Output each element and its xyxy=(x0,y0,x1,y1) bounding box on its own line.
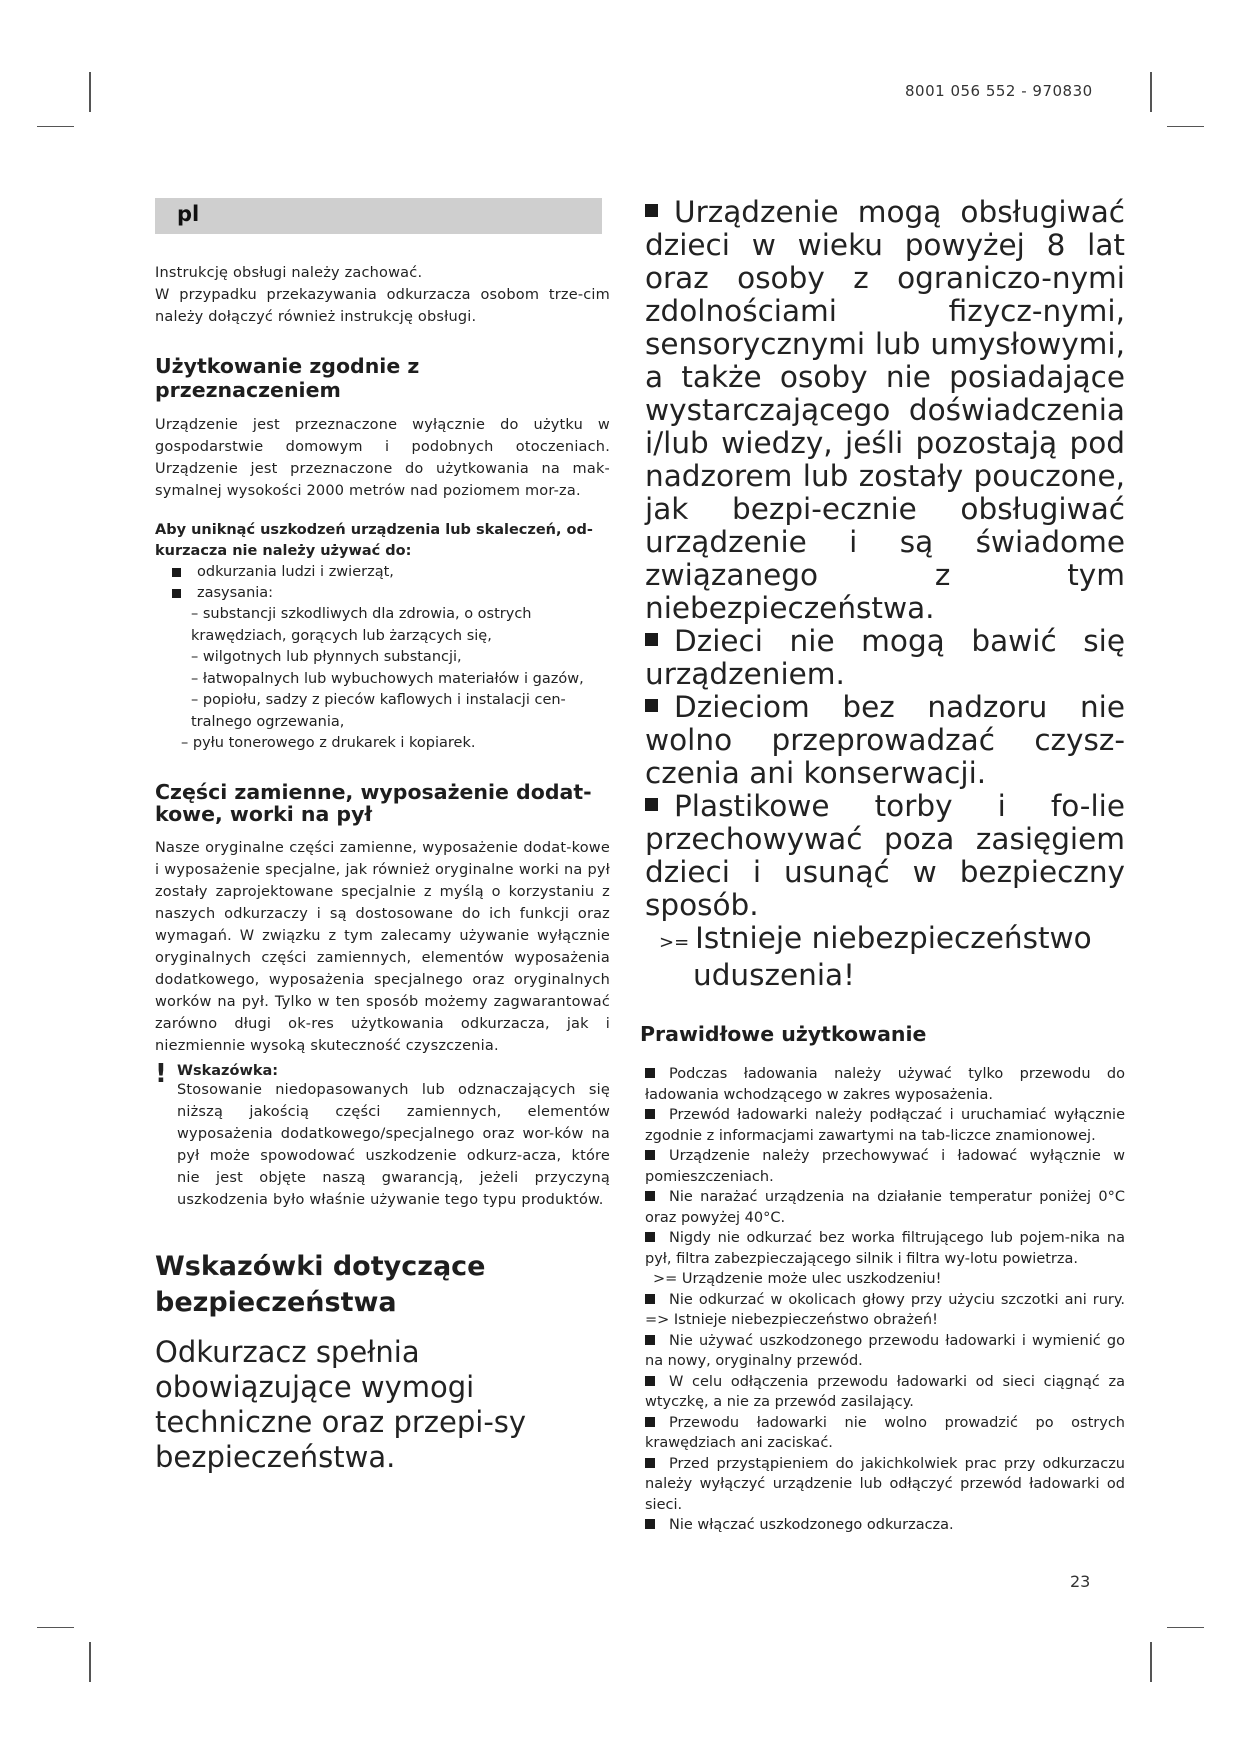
right-column xyxy=(640,195,1125,1536)
bullet-text: Nigdy nie odkurzać bez worka filtrującego lub pojem-nika na pył, filtra zabezpieczającego silnik i filtra wy-lotu powietrza. xyxy=(645,1230,1125,1267)
safety-lead: Odkurzacz spełnia obowiązujące wymogi techniczne oraz przepi-sy bezpieczeństwa. xyxy=(155,1334,527,1474)
bullet-text: Urządzenie należy przechowywać i ładować wyłącznie w pomieszczeniach. xyxy=(645,1148,1125,1185)
spare-parts-text: Nasze oryginalne części zamienne, wyposażenie dodat-kowe i wyposażenie specjalne, jak również oryginalne worki na pył zostały zaprojektowane specjalnie z myślą o korzystaniu z naszych odkurzaczy i są dostosowane do ich funkcji oraz wymagań. W związku z tym zalecamy używanie wyłącznie oryginalnych części zamiennych, elementów wyposażenia dodatkowego, wyposażenia specjalnego oraz oryginalnych worków na pył. Tylko w ten sposób możemy zagwarantować zarówno długi ok-res użytkowania odkurzacza, jak i niezmiennie wysoką skuteczność czyszczenia. xyxy=(155,839,610,1054)
crop-mark xyxy=(1150,72,1152,112)
avoid-sub-5: – pyłu tonerowego z drukarek i kopiarek. xyxy=(181,735,476,751)
language-bar xyxy=(155,198,602,234)
warning-4-consequence xyxy=(645,922,1125,959)
proper-use-bullet-1 xyxy=(645,1064,1125,1105)
crop-mark xyxy=(37,126,74,127)
bullet-text: Nie narażać urządzenia na działanie temperatur poniżej 0°C oraz powyżej 40°C. xyxy=(645,1189,1125,1226)
arrow-symbol: >= xyxy=(659,932,690,953)
bullet-square-icon xyxy=(645,1232,655,1242)
warning-1-text: Urządzenie mogą obsługiwać dzieci w wieku powyżej 8 lat oraz osoby z ograniczo-nymi zdolnościami fizycz-nymi, sensorycznymi lub umysłowymi, a także osoby nie posiadające wystarczającego doświadczenia i/lub wiedzy, jeśli pozostają pod nadzorem lub zostały pouczone, jak bezpi-ecznie obsługiwać urządzenie i są świadome związanego z tym niebezpieczeństwa. xyxy=(645,195,1125,625)
proper-use-bullet-5-sub: >= Urządzenie może ulec uszkodzeniu! xyxy=(653,1271,942,1287)
bullet-square-icon xyxy=(645,1519,655,1529)
crop-mark xyxy=(1150,1642,1152,1682)
intro-line-2: W przypadku przekazywania odkurzacza osobom trze-cim należy dołączyć również instrukcję obsługi. xyxy=(155,287,610,325)
bullet-square-icon xyxy=(645,1150,655,1160)
intro-line-1: Instrukcję obsługi należy zachować. xyxy=(155,265,423,281)
warning-4-sub-2: uduszenia! xyxy=(693,958,855,992)
bullet-text: Nie odkurzać w okolicach głowy przy użyciu szczotki ani rury. => Istnieje niebezpieczeństwo obrażeń! xyxy=(645,1291,1125,1328)
note-text: Stosowanie niedopasowanych lub odznaczających się niższą jakością części zamiennych, elementów wyposażenia dodatkowego/specjalnego oraz wor-ków na pył może spowodować uszkodzenie odkurz-acza, które nie jest objęte naszą gwarancją, jeżeli przyczyną uszkodzenia było właśnie używanie tego typu produktów. xyxy=(177,1081,610,1208)
bullet-text: Podczas ładowania należy używać tylko przewodu do ładowania wchodzącego w zakres wyposażenia. xyxy=(645,1066,1125,1103)
proper-use-bullet-3 xyxy=(645,1146,1125,1187)
bullet-square-icon xyxy=(645,1417,655,1427)
avoid-sub-4: – popiołu, sadzy z pieców kaflowych i instalacji cen-tralnego ogrzewania, xyxy=(191,692,566,730)
warning-3-text: Dzieciom bez nadzoru nie wolno przeprowadzać czysz-czenia ani konserwacji. xyxy=(645,690,1125,790)
bullet-text: Przed przystąpieniem do jakichkolwiek prac przy odkurzaczu należy wyłączyć urządzenie lub odłączyć przewód ładowarki od sieci. xyxy=(645,1455,1125,1513)
exclamation-icon: ! xyxy=(155,1058,167,1089)
page-number: 23 xyxy=(1070,1572,1091,1591)
bullet-square-icon xyxy=(645,1335,655,1345)
section-title-intended-use: Użytkowanie zgodnie z przeznaczeniem xyxy=(155,354,420,402)
proper-use-bullet-2 xyxy=(645,1105,1125,1146)
avoid-sub-3: – łatwopalnych lub wybuchowych materiałów i gazów, xyxy=(191,670,584,687)
bullet-square-icon xyxy=(645,1376,655,1386)
proper-use-bullet-8 xyxy=(645,1372,1125,1413)
proper-use-bullet-4 xyxy=(645,1187,1125,1228)
bullet-text: Przewód ładowarki należy podłączać i uruchamiać wyłącznie zgodnie z informacjami zawartymi na tab-liczce znamionowej. xyxy=(645,1107,1125,1144)
crop-mark xyxy=(37,1627,74,1628)
bullet-square-icon xyxy=(645,798,658,811)
bullet-square-icon xyxy=(645,633,658,646)
bullet-square-icon xyxy=(645,1294,655,1304)
bullet-square-icon xyxy=(645,1191,655,1201)
warning-2 xyxy=(645,625,1125,691)
avoid-bullet-1: odkurzania ludzi i zwierząt, xyxy=(155,562,610,583)
section-title-proper-use: Prawidłowe użytkowanie xyxy=(640,1022,927,1046)
bullet-text: Nie używać uszkodzonego przewodu ładowarki i wymienić go na nowy, oryginalny przewód. xyxy=(645,1332,1125,1369)
language-label: pl xyxy=(177,202,200,226)
proper-use-bullet-10 xyxy=(645,1454,1125,1516)
warning-4-text: Plastikowe torby i fo-lie przechowywać poza zasięgiem dzieci i usunąć w bezpieczny sposób. xyxy=(645,789,1125,922)
document-number: 8001 056 552 - 970830 xyxy=(905,82,1093,100)
safety-title: Wskazówki dotyczące bezpieczeństwa xyxy=(155,1250,486,1318)
warning-3 xyxy=(645,691,1125,790)
bullet-text: Nie włączać uszkodzonego odkurzacza. xyxy=(669,1517,954,1533)
bullet-square-icon xyxy=(645,699,658,712)
proper-use-bullet-5 xyxy=(645,1228,1125,1269)
avoid-sub-1: – substancji szkodliwych dla zdrowia, o ostrych krawędziach, gorących lub żarzących się, xyxy=(191,606,532,644)
proper-use-bullet-6 xyxy=(645,1290,1125,1331)
warning-2-text: Dzieci nie mogą bawić się urządzeniem. xyxy=(645,624,1125,691)
warning-1 xyxy=(645,196,1125,625)
bullet-text: W celu odłączenia przewodu ładowarki od sieci ciągnąć za wtyczkę, a nie za przewód zasilający. xyxy=(645,1373,1125,1410)
bullet-square-icon xyxy=(645,1109,655,1119)
note-title: Wskazówka: xyxy=(177,1062,279,1079)
proper-use-bullet-9 xyxy=(645,1413,1125,1454)
crop-mark xyxy=(89,72,91,112)
intended-use-text: Urządzenie jest przeznaczone wyłącznie do użytku w gospodarstwie domowym i podobnych otoczeniach. Urządzenie jest przeznaczone do użytkowania na mak-symalnej wysokości 2000 metrów nad poziomem mor-za. xyxy=(155,417,610,499)
crop-mark xyxy=(1167,126,1204,127)
crop-mark xyxy=(89,1642,91,1682)
bullet-square-icon xyxy=(645,1458,655,1468)
crop-mark xyxy=(1167,1627,1204,1628)
proper-use-bullet-11 xyxy=(645,1515,1125,1536)
avoid-sub-2: – wilgotnych lub płynnych substancji, xyxy=(191,649,462,665)
left-column xyxy=(155,262,610,1475)
bullet-text: Przewodu ładowarki nie wolno prowadzić po ostrych krawędziach ani zaciskać. xyxy=(645,1414,1125,1451)
avoid-bullet-2: zasysania: xyxy=(155,583,610,604)
note-heading xyxy=(155,1058,610,1089)
bullet-square-icon xyxy=(645,1068,655,1078)
avoid-damage-heading: Aby uniknąć uszkodzeń urządzenia lub skaleczeń, od-kurzacza nie należy używać do: xyxy=(155,522,593,559)
proper-use-bullet-7 xyxy=(645,1331,1125,1372)
warning-4 xyxy=(645,790,1125,922)
warning-4-sub-1: Istnieje niebezpieczeństwo xyxy=(695,921,1092,955)
section-title-spare-parts: Części zamienne, wyposażenie dodat-kowe, worki na pył xyxy=(155,779,592,826)
bullet-square-icon xyxy=(645,204,658,217)
